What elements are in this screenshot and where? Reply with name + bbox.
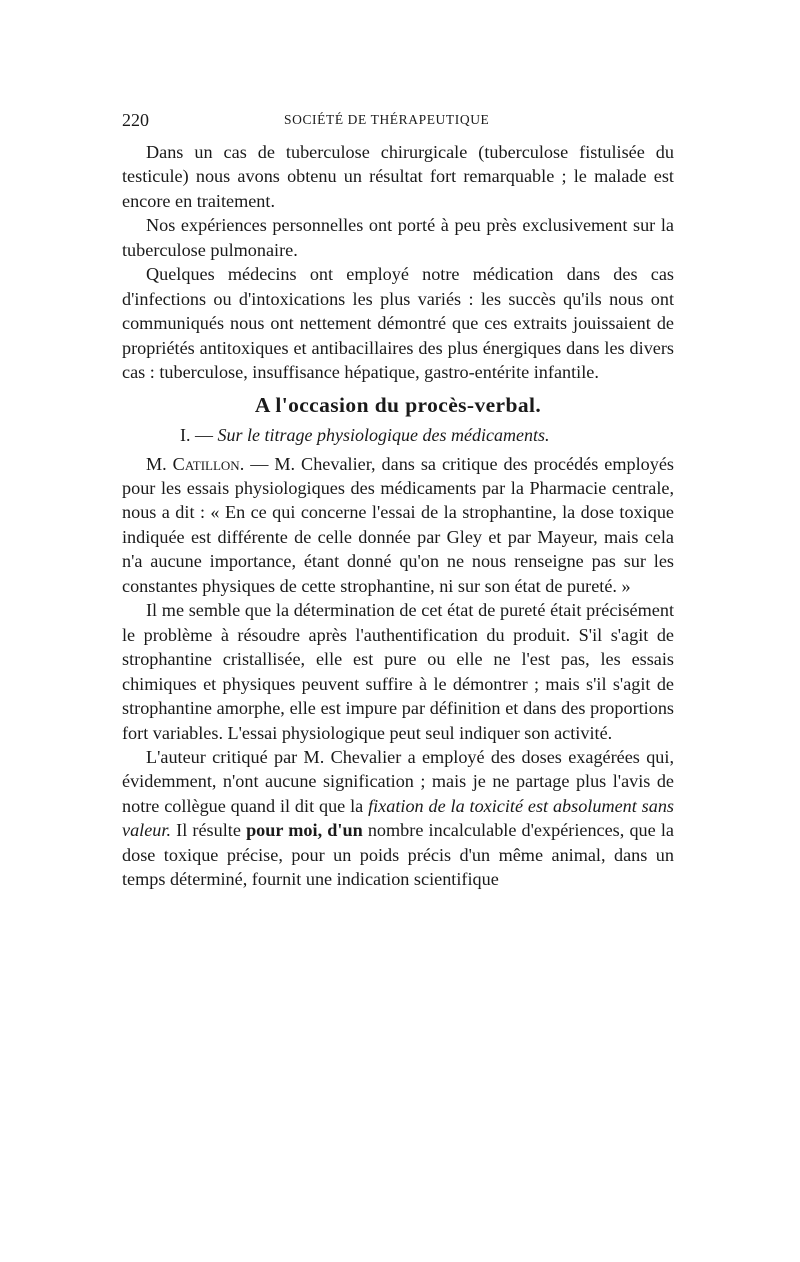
paragraph-personal-experiences: Nos expériences personnelles ont porté à peu près exclusivement sur la tuberculose pulmonaire.: [122, 215, 674, 260]
body-text: [122, 140, 674, 892]
section-heading: A l'occasion du procès-verbal.: [254, 392, 542, 417]
paragraph-purity: Il me semble que la détermination de cet état de pureté était précisément le problème à résoudre après l'authentification du produit. S'il s'agit de strophantine cristallisée, elle est pure ou elle ne l'est pas, les essais chimiques et physiques peuvent suffire à le démontrer ; mais s'il s'agit de strophantine amorphe, elle est impure par définition et dans des proportions fort variables. L'essai physiologique peut seul indiquer son activité.: [122, 600, 674, 743]
subtitle-number: I. —: [180, 424, 213, 445]
author-text-bold: pour moi, d'un: [246, 820, 363, 841]
author-text-italic: fixation de la toxicité est absolument sans valeur.: [122, 795, 674, 841]
running-head: [122, 110, 674, 134]
paragraph-catillon: [122, 452, 674, 599]
book-page: [122, 110, 674, 892]
author-text-after: nombre incalculable d'expériences, que la dose toxique précise, pour un poids précis d'un même animal, dans un temps déterminé, fournit une indication scientifique: [122, 820, 675, 890]
catillon-text: — M. Chevalier, dans sa critique des procédés employés pour les essais physiologiques des médicaments par la Pharmacie centrale, nous a dit : « En ce qui concerne l'essai de la strophantine, la dose toxique indiquée est différente de celle donnée par Gley et par Mayeur, mais cela n'a aucune importance, étant donné qu'on ne nous renseigne pas sur les constantes physiques de cette strophantine, ni sur son état de pureté. »: [122, 453, 674, 596]
page-number: 220: [122, 110, 149, 130]
running-head-title: SOCIÉTÉ DE THÉRAPEUTIQUE: [284, 112, 490, 127]
subtitle-text: Sur le titrage physiologique des médicaments.: [217, 424, 550, 445]
paragraph-other-physicians: Quelques médecins ont employé notre médication dans des cas d'infections ou d'intoxications les plus variés : les succès qu'ils nous ont communiqués nous ont nettement démontré que ces extraits jouissaient de propriétés antitoxiques et antibacillaires des plus énergiques dans les divers cas : tuberculose, insuffisance hépatique, gastro-entérite infantile.: [122, 264, 674, 383]
speaker-name: M. Catillon.: [146, 453, 245, 474]
author-text-middle: Il résulte: [171, 820, 247, 841]
paragraph-author-critique: [122, 745, 674, 892]
author-text-before: L'auteur critiqué par M. Chevalier a employé des doses exagérées qui, évidemment, n'ont aucune signification ; mais je ne partage plus l'avis de notre collègue quand il dit que la: [122, 746, 674, 816]
section-subtitle: [122, 422, 674, 448]
paragraph-surgical-tuberculosis: Dans un cas de tuberculose chirurgicale (tuberculose fistulisée du testicule) nous avons obtenu un résultat fort remarquable ; le malade est encore en traitement.: [122, 142, 674, 211]
